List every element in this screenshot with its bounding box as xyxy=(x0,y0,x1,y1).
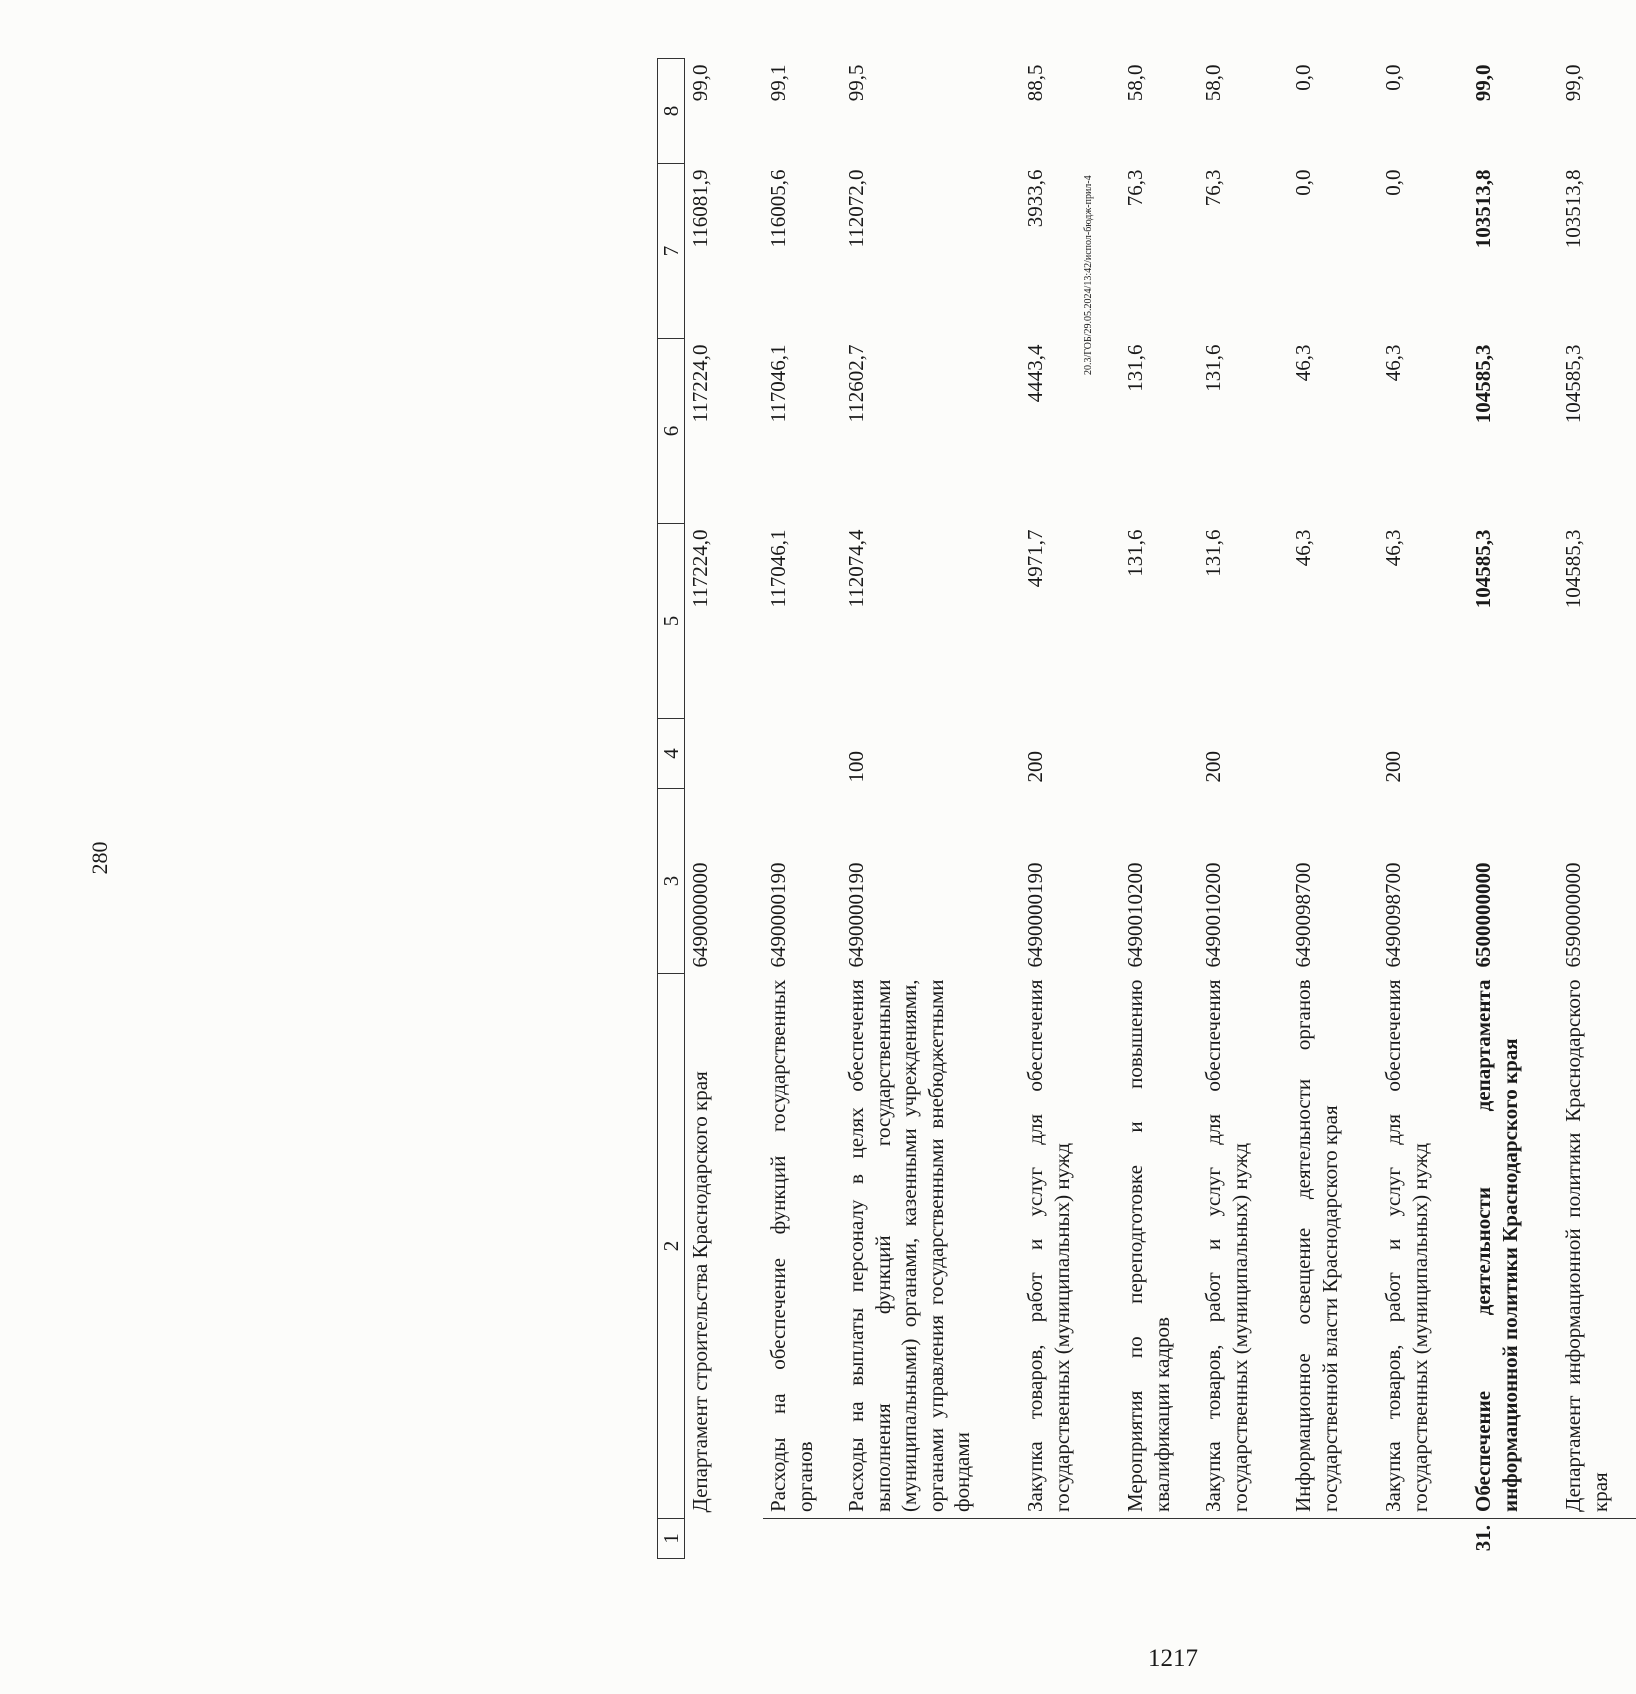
header-row xyxy=(658,59,685,1559)
row-value-col5: 131,6 xyxy=(1123,529,1148,577)
row-number xyxy=(841,1519,1020,1559)
page-number: 280 xyxy=(87,841,112,875)
row-value-col5: 131,6 xyxy=(1201,529,1226,577)
row-value-col5: 46,3 xyxy=(1381,529,1406,567)
row-value-col5: 117224,0 xyxy=(688,529,713,608)
row-code: 6490000000 xyxy=(688,862,713,968)
row-value-col6: 117224,0 xyxy=(688,344,713,423)
row-number xyxy=(1558,1519,1636,1559)
row-expense-type: 200 xyxy=(1201,751,1226,783)
row-name: Департамент строительства Краснодарского края xyxy=(688,1071,713,1513)
row-name: Закупка товаров, работ и услуг для обеспечения государственных (муниципальных) нужд xyxy=(1378,974,1468,1519)
row-value-col7: 103513,8 xyxy=(1561,169,1586,249)
budget-table-rotated xyxy=(657,59,1612,1559)
row-expense-type xyxy=(1468,719,1558,789)
header-col-7: 7 xyxy=(658,164,685,339)
sheet-number: 1217 xyxy=(1148,1645,1198,1672)
row-expense-type xyxy=(685,719,764,789)
row-name: Информационное освещение деятельности органов государственной власти Краснодарского края xyxy=(1288,974,1378,1519)
row-name: Закупка товаров, работ и услуг для обеспечения государственных (муниципальных) нужд xyxy=(1020,974,1120,1519)
row-value-col5: 104585,3 xyxy=(1561,529,1586,609)
row-code: 6590000000 xyxy=(1561,862,1586,968)
table-row xyxy=(1198,59,1288,1559)
row-value-col7: 103513,8 xyxy=(1471,169,1496,249)
row-code: 6490000190 xyxy=(766,862,791,968)
row-number xyxy=(1288,1519,1378,1559)
row-value-col5: 46,3 xyxy=(1291,529,1316,567)
header-col-5: 5 xyxy=(658,524,685,719)
row-name: Мероприятия по переподготовке и повышению квалификации кадров xyxy=(1120,974,1198,1519)
row-value-col6: 46,3 xyxy=(1291,344,1316,382)
row-code: 6490010200 xyxy=(1201,862,1226,968)
row-expense-type xyxy=(1120,719,1198,789)
row-number xyxy=(1020,1519,1120,1559)
row-value-col7: 76,3 xyxy=(1201,169,1226,207)
row-value-col6: 4443,4 xyxy=(1023,344,1048,403)
row-value-col8: 88,5 xyxy=(1023,64,1048,102)
row-code: 6490098700 xyxy=(1291,862,1316,968)
row-value-col7: 3933,6 xyxy=(1023,169,1048,228)
table-row xyxy=(763,59,841,1559)
row-value-col6: 104585,3 xyxy=(1471,344,1496,424)
table-row-section xyxy=(1468,59,1558,1559)
header-col-3: 3 xyxy=(658,789,685,974)
table-row xyxy=(1378,59,1468,1559)
row-value-col5: 4971,7 xyxy=(1023,529,1048,588)
row-value-col5: 112074,4 xyxy=(844,529,869,608)
table-row xyxy=(841,59,1020,1559)
row-name: Закупка товаров, работ и услуг для обеспечения государственных (муниципальных) нужд xyxy=(1198,974,1288,1519)
row-number xyxy=(763,1519,841,1559)
row-value-col8: 99,0 xyxy=(688,64,713,102)
header-col-6: 6 xyxy=(658,339,685,524)
header-col-8: 8 xyxy=(658,59,685,164)
row-value-col8: 0,0 xyxy=(1381,64,1406,91)
row-number xyxy=(1198,1519,1288,1559)
row-value-col8: 99,0 xyxy=(1471,64,1496,102)
row-value-col6: 112602,7 xyxy=(844,344,869,423)
row-value-col7: 0,0 xyxy=(1381,169,1406,196)
row-value-col8: 99,1 xyxy=(766,64,791,102)
row-value-col8: 0,0 xyxy=(1291,64,1316,91)
header-col-1: 1 xyxy=(658,1519,685,1559)
table-row xyxy=(1020,59,1120,1559)
budget-table xyxy=(657,58,1636,1559)
table-row xyxy=(1288,59,1378,1559)
row-code: 6490010200 xyxy=(1123,862,1148,968)
row-name: Расходы на обеспечение функций государственных органов xyxy=(763,974,841,1519)
row-number xyxy=(685,1519,764,1559)
row-value-col6: 131,6 xyxy=(1123,344,1148,392)
row-name: Обеспечение деятельности департамента информационной политики Краснодарского края xyxy=(1468,974,1558,1519)
row-value-col8: 58,0 xyxy=(1123,64,1148,102)
row-value-col8: 58,0 xyxy=(1201,64,1226,102)
row-expense-type: 200 xyxy=(1023,751,1048,783)
row-expense-type xyxy=(1558,719,1636,789)
row-expense-type: 100 xyxy=(844,751,869,783)
row-name: Департамент информационной политики Краснодарского края xyxy=(1558,974,1636,1519)
header-col-2: 2 xyxy=(658,974,685,1519)
row-expense-type: 200 xyxy=(1381,751,1406,783)
row-value-col7: 112072,0 xyxy=(844,169,869,248)
table-row xyxy=(685,59,764,1559)
row-value-col5: 117046,1 xyxy=(766,529,791,608)
row-code: 6490098700 xyxy=(1381,862,1406,968)
row-value-col8: 99,5 xyxy=(844,64,869,102)
row-number xyxy=(1378,1519,1468,1559)
row-code: 6490000190 xyxy=(844,862,869,968)
row-value-col5: 104585,3 xyxy=(1471,529,1496,609)
row-value-col8: 99,0 xyxy=(1561,64,1586,102)
row-number: 31. xyxy=(1471,1525,1496,1552)
row-value-col6: 117046,1 xyxy=(766,344,791,423)
row-number xyxy=(1120,1519,1198,1559)
header-col-4: 4 xyxy=(658,719,685,789)
row-name: Расходы на выплаты персоналу в целях обеспечения выполнения функций государственными (муниципальными) органами, казенными учреждениями, органами управления государственными внебюджетными фондами xyxy=(841,974,1020,1519)
file-stamp: 20.3/ГОБ/29.05.2024/13:42/испол-бюдж-прил-4 xyxy=(1083,175,1094,375)
row-expense-type xyxy=(1288,719,1378,789)
row-value-col6: 104585,3 xyxy=(1561,344,1586,424)
row-code: 6490000190 xyxy=(1023,862,1048,968)
row-value-col7: 76,3 xyxy=(1123,169,1148,207)
row-expense-type xyxy=(763,719,841,789)
row-value-col7: 116081,9 xyxy=(688,169,713,248)
row-value-col6: 46,3 xyxy=(1381,344,1406,382)
row-value-col6: 131,6 xyxy=(1201,344,1226,392)
row-code: 6500000000 xyxy=(1471,862,1496,968)
table-row xyxy=(1558,59,1636,1559)
table-row xyxy=(1120,59,1198,1559)
row-value-col7: 116005,6 xyxy=(766,169,791,248)
row-value-col7: 0,0 xyxy=(1291,169,1316,196)
